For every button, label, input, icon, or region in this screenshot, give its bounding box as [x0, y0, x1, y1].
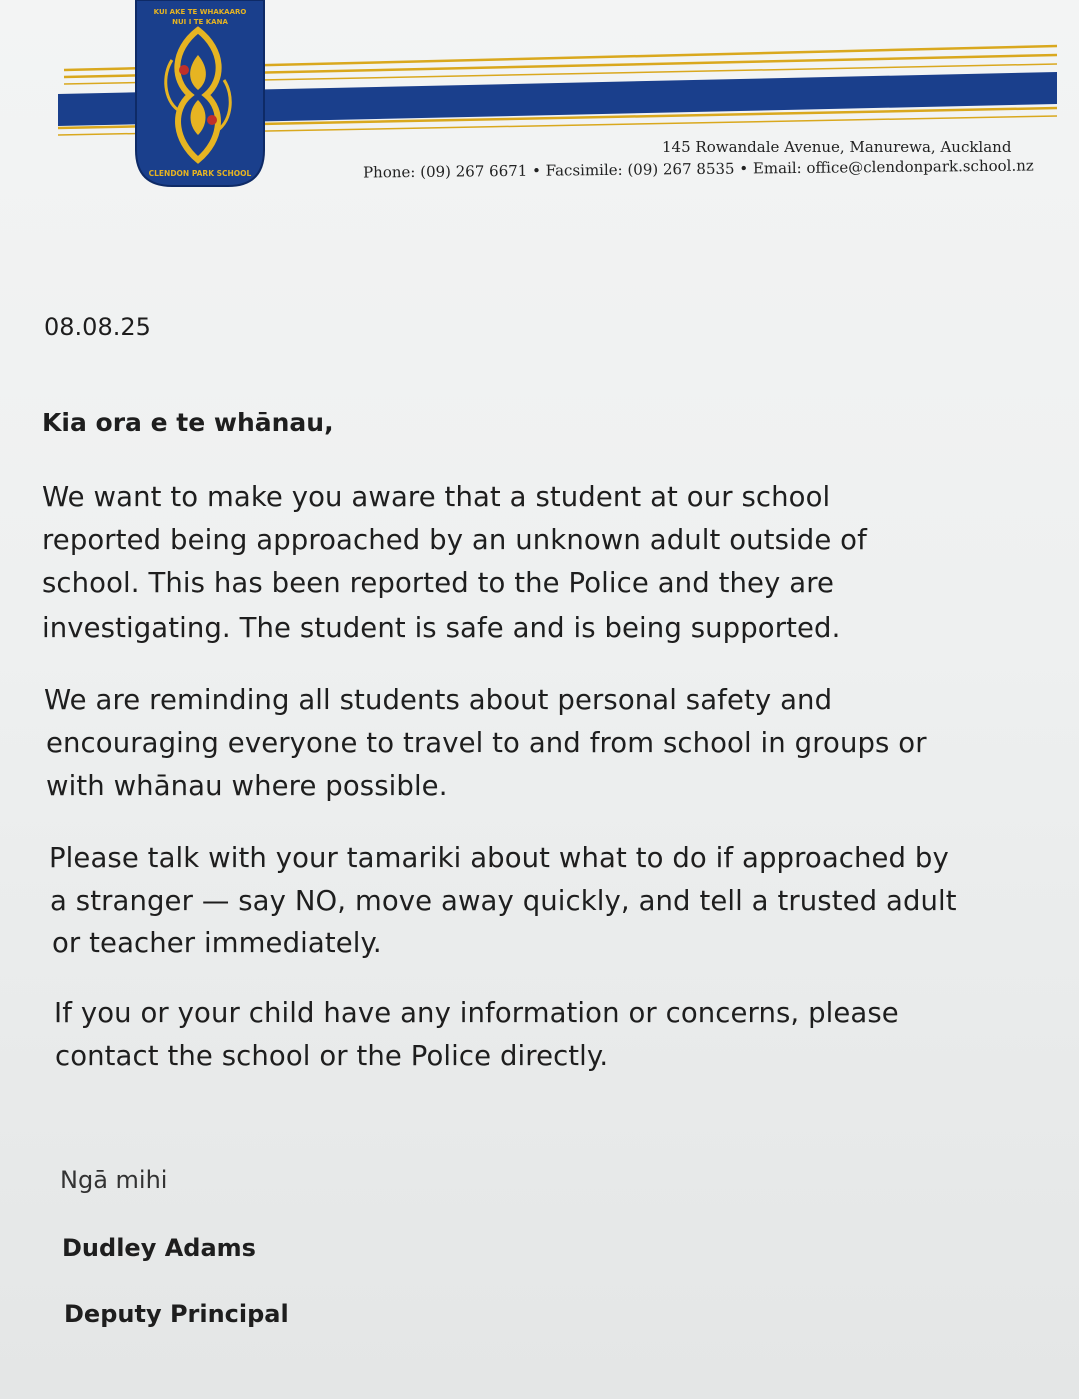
- school-address: 145 Rowandale Avenue, Manurewa, Auckland: [662, 138, 1012, 156]
- body-line: a stranger — say NO, move away quickly, and tell a trusted adult: [50, 885, 957, 917]
- body-line: contact the school or the Police directly.: [55, 1040, 609, 1072]
- school-contact-details: Phone: (09) 267 6671 • Facsimile: (09) 267 8535 • Email: office@clendonpark.school.nz: [362, 156, 1034, 182]
- body-line: encouraging everyone to travel to and from school in groups or: [46, 727, 927, 759]
- letterhead: [0, 0, 1079, 210]
- signer-role: Deputy Principal: [64, 1300, 289, 1328]
- letter-date: 08.08.25: [44, 313, 151, 341]
- svg-text:NUI I TE KANA: NUI I TE KANA: [172, 18, 228, 26]
- body-line: We want to make you aware that a student at our school: [42, 481, 831, 513]
- svg-text:CLENDON PARK SCHOOL: CLENDON PARK SCHOOL: [148, 169, 252, 178]
- school-crest-logo: [132, 0, 268, 190]
- svg-text:KUI AKE TE WHAKAARO: KUI AKE TE WHAKAARO: [153, 8, 247, 16]
- body-line: If you or your child have any information or concerns, please: [54, 997, 899, 1029]
- body-line: or teacher immediately.: [52, 927, 382, 959]
- body-line: reported being approached by an unknown adult outside of: [42, 524, 867, 556]
- letter-closing: Ngā mihi: [60, 1166, 168, 1194]
- signer-name: Dudley Adams: [62, 1234, 256, 1262]
- body-line: investigating. The student is safe and is being supported.: [42, 612, 841, 644]
- body-line: Please talk with your tamariki about what to do if approached by: [49, 842, 949, 874]
- body-line: with whānau where possible.: [46, 770, 448, 802]
- body-line: We are reminding all students about personal safety and: [44, 684, 833, 716]
- letter-greeting: Kia ora e te whānau,: [42, 408, 334, 437]
- body-line: school. This has been reported to the Police and they are: [42, 567, 835, 599]
